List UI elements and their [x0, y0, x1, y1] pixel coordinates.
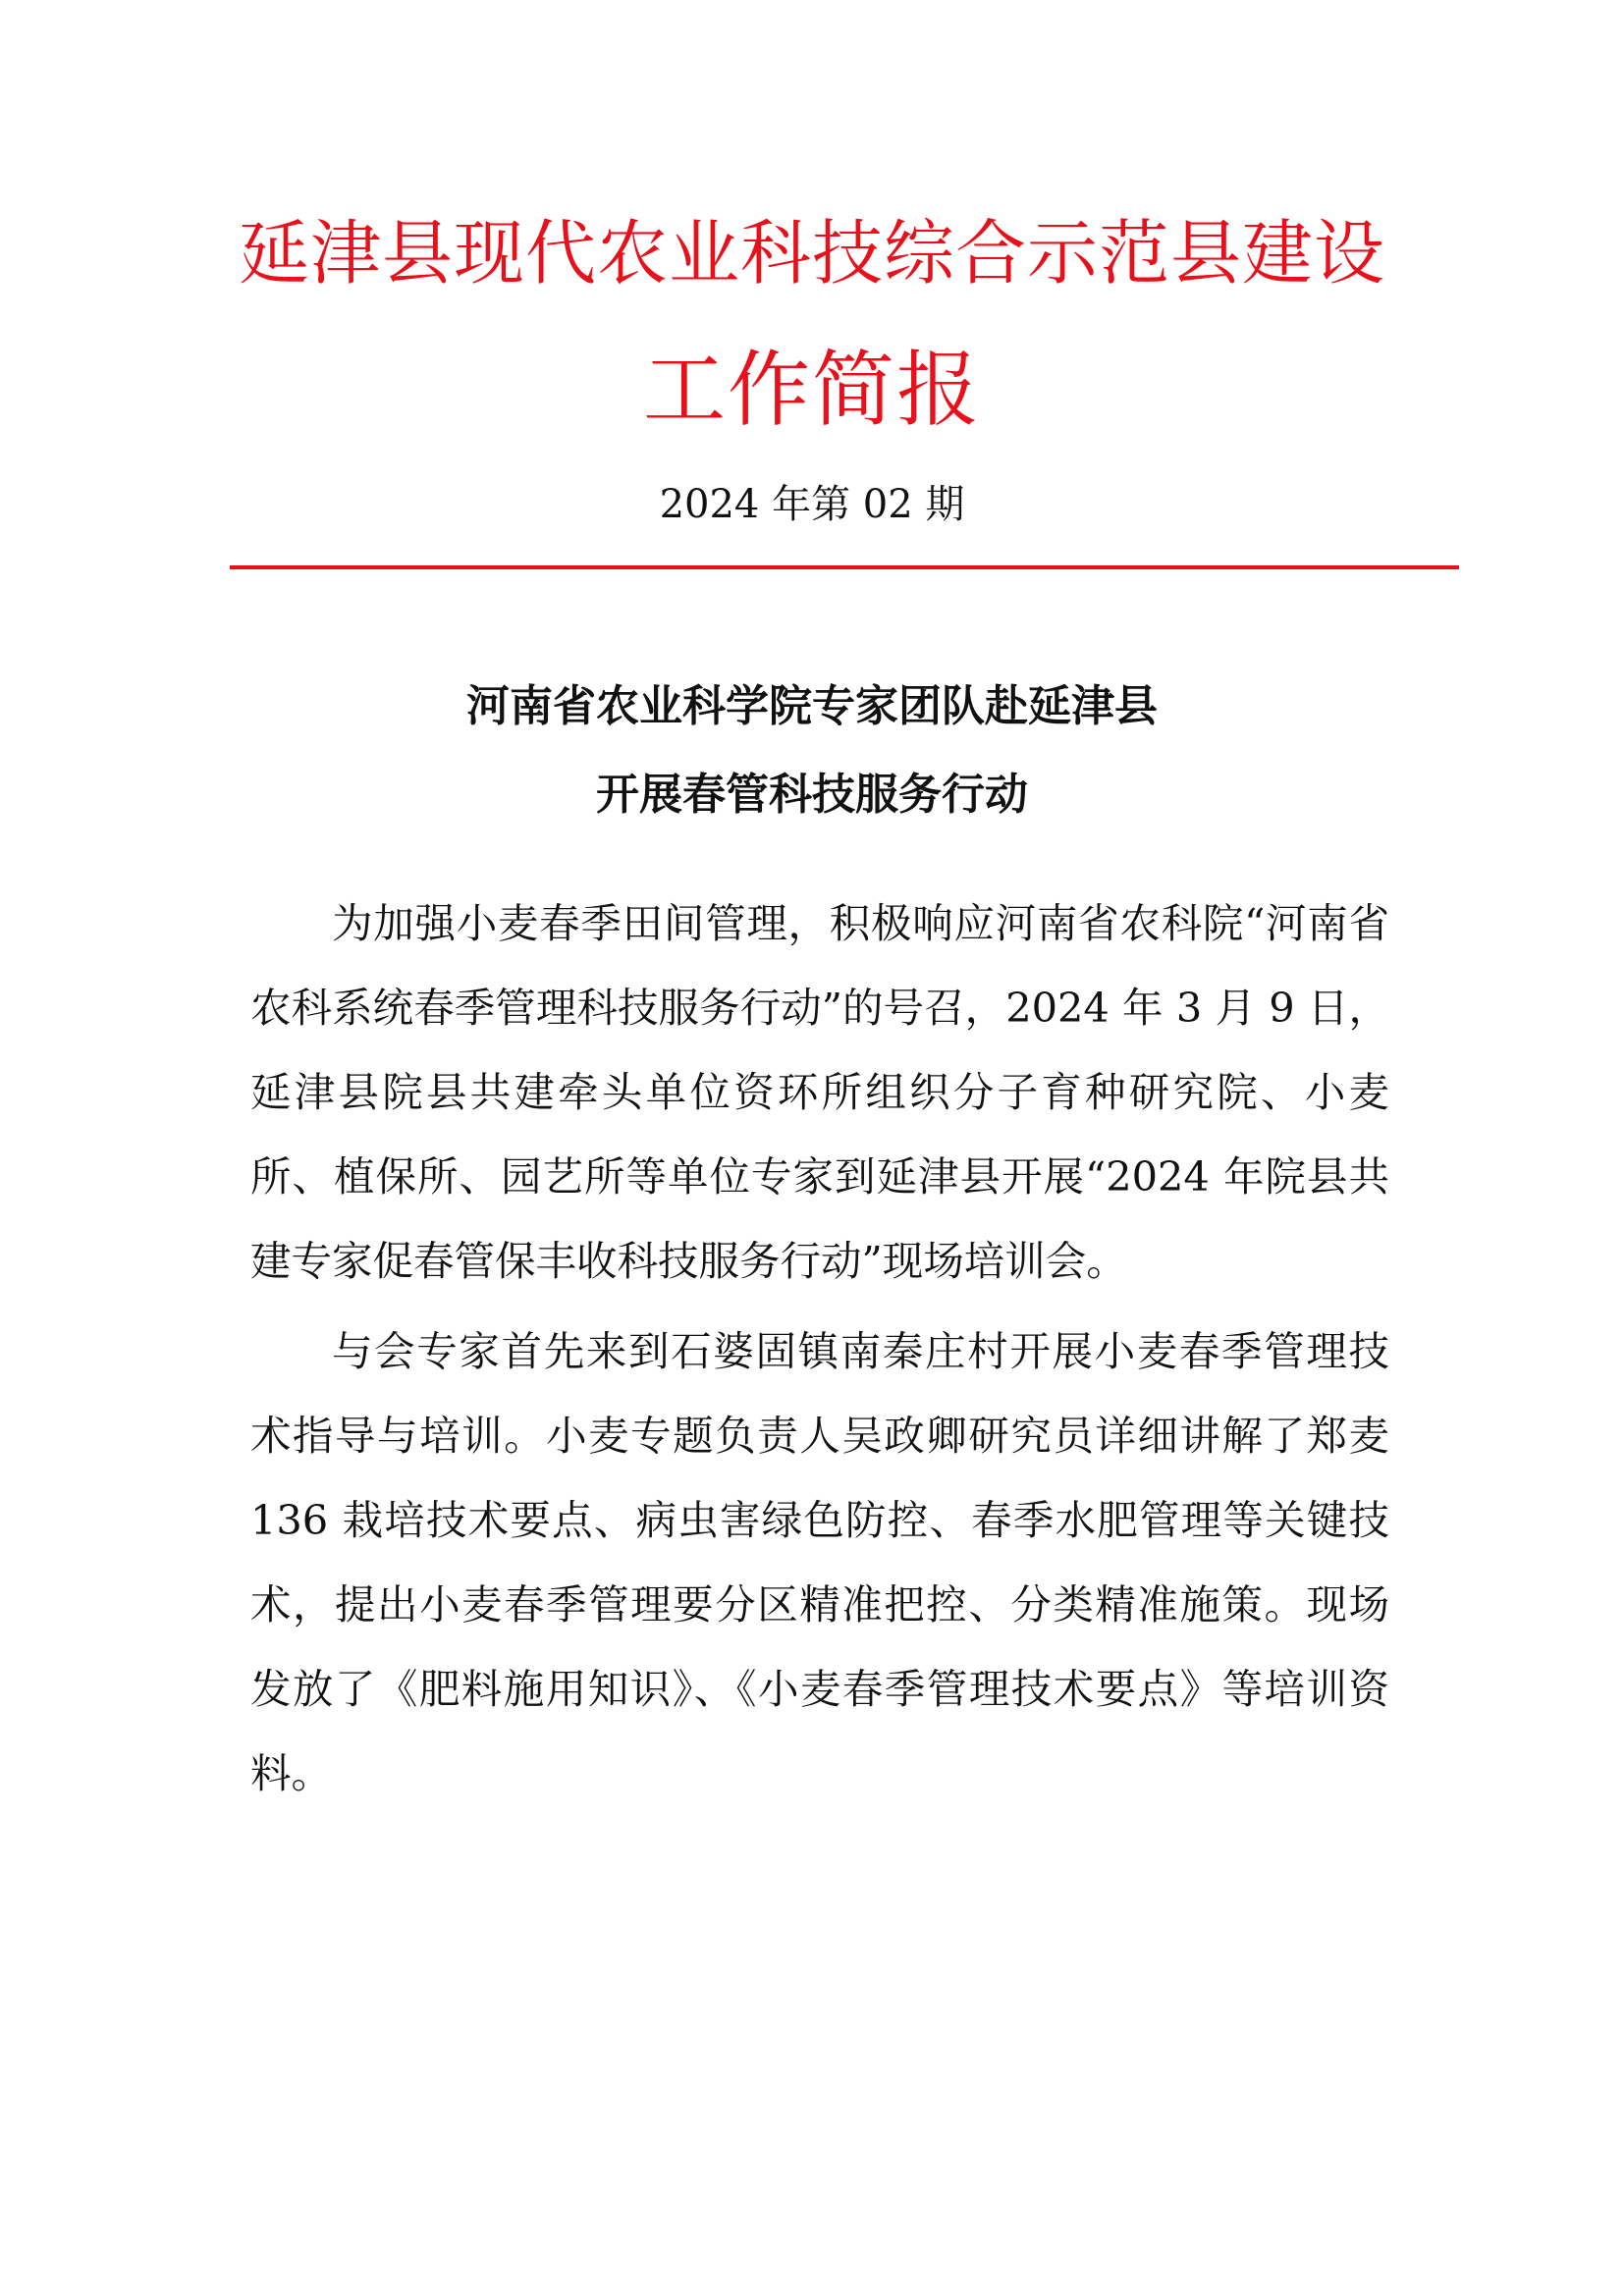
article-title-line2: 开展春管科技服务行动 [596, 770, 1028, 820]
article-paragraph-2: 与会专家首先来到石婆固镇南秦庄村开展小麦春季管理技术指导与培训。小麦专题负责人吴政卿研究员详细讲解了郑麦 136 栽培技术要点、病虫害绿色防控、春季水肥管理等关键技术，提出小麦春季管理要分区精准把控、分类精准施策。现场发放了《肥料施用知识》、《小麦春季管理技术要点》等培训资料。 [250, 1327, 1389, 1797]
article-paragraph-1: 为加强小麦春季田间管理，积极响应河南省农科院“河南省农科系统春季管理科技服务行动”的号召，2024 年 3 月 9 日，延津县院县共建牵头单位资环所组织分子育种研究院、小麦所、植保所、园艺所等单位专家到延津县开展“2024 年院县共建专家促春管保丰收科技服务行动”现场培训会。 [250, 899, 1389, 1285]
issue-number: 2024 年第 02 期 [659, 482, 965, 527]
masthead-divider [230, 565, 1459, 569]
masthead-title-line1: 延津县现代农业科技综合示范县建设 [238, 212, 1385, 294]
masthead-title-line2: 工作简报 [642, 342, 981, 438]
article-title-line1: 河南省农业科学院专家团队赴延津县 [466, 681, 1158, 731]
